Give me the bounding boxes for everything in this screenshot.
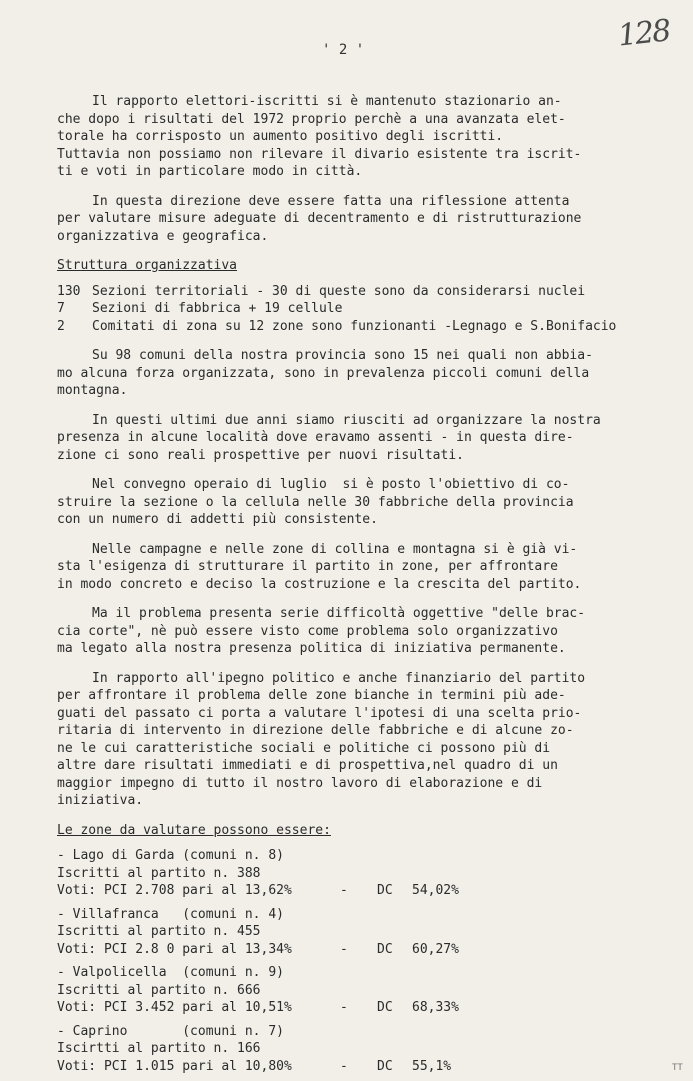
- paragraph-5: Nel convegno operaio di luglio si è posto l'obiettivo di co- struire la sezione o la cellula nelle 30 fabbriche della provincia con un numero di addetti più consistente.: [57, 477, 574, 527]
- zone-block: [57, 906, 647, 959]
- dc-label: DC: [377, 1000, 393, 1015]
- zone-votes: [57, 882, 647, 900]
- item-number: 2: [57, 318, 65, 334]
- paragraph-2: In questa direzione deve essere fatta una riflessione attenta per valutare misure adeguate di decentramento e di ristrutturazione organizzativa e geografica.: [57, 193, 582, 244]
- paragraph-7: Ma il problema presenta serie difficoltà oggettive "delle brac- cia corte", nè può essere visto come problema solo organizzativo ma legato alla nostra presenza politica di iniziativa permanente.: [57, 606, 586, 656]
- struttura-heading: Struttura organizzativa: [57, 258, 238, 273]
- dc-percent: 54,02%: [412, 883, 459, 898]
- item-text: Sezioni territoriali - 30 di queste sono da considerarsi nuclei: [92, 283, 586, 299]
- zone-block: [57, 847, 647, 900]
- pci-votes: Voti: PCI 2.8 0 pari al 13,34%: [57, 941, 292, 957]
- dc-percent: 55,1%: [412, 1058, 452, 1074]
- zone-iscritti: Iscirtti al partito n. 166: [57, 1041, 261, 1056]
- pci-votes: Voti: PCI 3.452 pari al 10,51%: [57, 1000, 292, 1015]
- dc-label: DC: [377, 941, 393, 957]
- separator: -: [340, 941, 348, 957]
- zone-name: - Villafranca (comuni n. 4): [57, 906, 284, 922]
- pci-votes: Voti: PCI 2.708 pari al 13,62%: [57, 883, 292, 898]
- zone-block: [57, 964, 647, 1017]
- zone-iscritti: Iscritti al partito n. 455: [57, 924, 261, 939]
- item-number: 130: [57, 283, 81, 299]
- paragraph-6: Nelle campagne e nelle zone di collina e montagna si è già vi- sta l'esigenza di strutturare il partito in zone, per affrontare in modo concreto e deciso la costruzione e la crescita del partito.: [57, 541, 582, 592]
- separator: -: [340, 1058, 348, 1074]
- dc-percent: 60,27%: [412, 941, 459, 957]
- item-text: Comitati di zona su 12 zone sono funzionanti -Legnago e S.Bonifacio: [92, 318, 617, 334]
- zone-votes: [57, 1058, 647, 1076]
- dc-label: DC: [377, 883, 393, 898]
- item-text: Sezioni di fabbrica + 19 cellule: [92, 301, 343, 316]
- separator: -: [340, 1000, 348, 1015]
- page-number: ' 2 ': [322, 42, 365, 58]
- paragraph-8: In rapporto all'ipegno politico e anche finanziario del partito per affrontare il problema delle zone bianche in termini più ade- guati del passato ci porta a valutare l'ipotesi di una scelta prio- ritaria di intervento in direzione delle fabbriche e di alcune zo- ne le cui caratteristiche sociali e politiche ci possono più di altre dare risultati immediati e di prospettiva,nel quadro di un maggior impegno di tutto il nostro lavoro di elaborazione e di iniziativa.: [57, 670, 586, 808]
- zone-name: - Caprino (comuni n. 7): [57, 1023, 284, 1039]
- dc-percent: 68,33%: [412, 1000, 459, 1015]
- item-number: 7: [57, 301, 65, 316]
- zone-block: [57, 1023, 647, 1076]
- document-body: [57, 93, 647, 1081]
- zone-name: - Valpolicella (comuni n. 9): [57, 965, 284, 980]
- separator: -: [340, 883, 348, 898]
- zone-name: - Lago di Garda (comuni n. 8): [57, 848, 284, 863]
- paragraph-4: In questi ultimi due anni siamo riusciti ad organizzare la nostra presenza in alcune località dove eravamo assenti - in questa dire- zione ci sono reali prospettive per nuovi risultati.: [57, 412, 601, 463]
- list-item: [57, 283, 647, 301]
- corner-mark: TT: [672, 1063, 683, 1073]
- zone-iscritti: Iscritti al partito n. 666: [57, 982, 261, 998]
- zone-iscritti: Iscritti al partito n. 388: [57, 865, 261, 881]
- paragraph-3: Su 98 comuni della nostra provincia sono 15 nei quali non abbia- mo alcuna forza organizzata, sono in prevalenza piccoli comuni della montagna.: [57, 348, 593, 398]
- handwritten-folio-number: 128: [616, 13, 671, 54]
- struttura-list: [57, 283, 647, 336]
- zone-votes: [57, 999, 647, 1017]
- dc-label: DC: [377, 1058, 393, 1074]
- zones-heading: Le zone da valutare possono essere:: [57, 822, 331, 838]
- list-item: [57, 300, 647, 318]
- paragraph-1: Il rapporto elettori-iscritti si è mantenuto stazionario an- che dopo i risultati del 1972 proprio perchè a una avanzata elet- torale ha corrisposto un aumento positivo degli iscritti. Tuttavia non possiamo non rilevare il divario esistente tra iscrit- ti e voti in particolare modo in città.: [57, 94, 582, 179]
- zone-votes: [57, 941, 647, 959]
- pci-votes: Voti: PCI 1.015 pari al 10,80%: [57, 1058, 292, 1074]
- list-item: [57, 318, 647, 336]
